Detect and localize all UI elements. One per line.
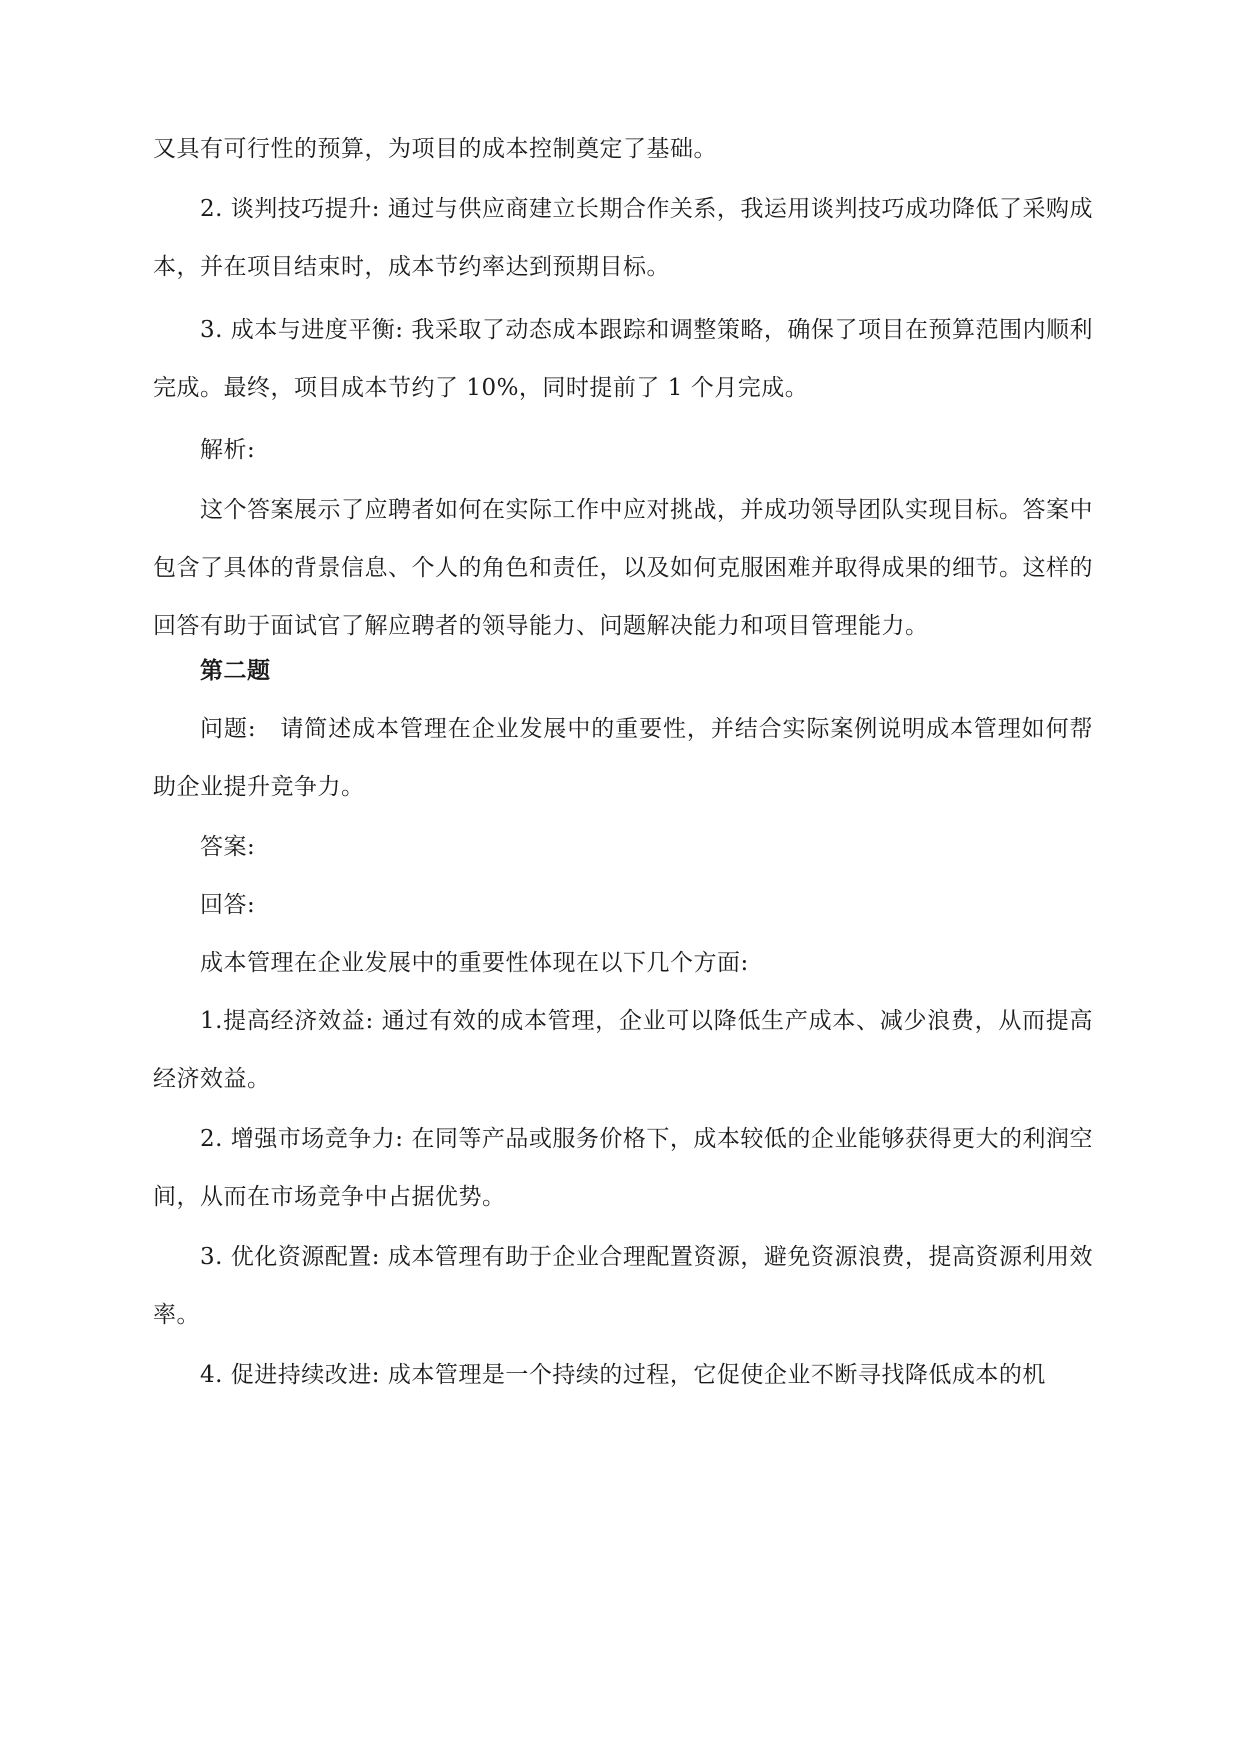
paragraph-continuation: 又具有可行性的预算，为项目的成本控制奠定了基础。	[153, 136, 717, 162]
paragraph-point-3: 3. 优化资源配置: 成本管理有助于企业合理配置资源，避免资源浪费，提高资源利用效率。	[153, 1244, 1093, 1328]
paragraph-negotiation-skills: 2. 谈判技巧提升: 通过与供应商建立长期合作关系，我运用谈判技巧成功降低了采购成本，并在项目结束时，成本节约率达到预期目标。	[153, 196, 1093, 280]
paragraph-question: 问题: 请简述成本管理在企业发展中的重要性，并结合实际案例说明成本管理如何帮助企业提升竞争力。	[153, 716, 1093, 800]
paragraph-cost-schedule-balance: 3. 成本与进度平衡: 我采取了动态成本跟踪和调整策略，确保了项目在预算范围内顺利完成。最终，项目成本节约了 10%，同时提前了 1 个月完成。	[153, 317, 1093, 401]
paragraph-analysis-label: 解析:	[200, 437, 256, 463]
paragraph-point-4: 4. 促进持续改进: 成本管理是一个持续的过程，它促使企业不断寻找降低成本的机	[200, 1362, 1046, 1388]
paragraph-point-2: 2. 增强市场竞争力: 在同等产品或服务价格下，成本较低的企业能够获得更大的利润空间，从而在市场竞争中占据优势。	[153, 1126, 1093, 1210]
paragraph-answer-label: 答案:	[200, 834, 256, 860]
paragraph-analysis-body: 这个答案展示了应聘者如何在实际工作中应对挑战，并成功领导团队实现目标。答案中包含了具体的背景信息、个人的角色和责任，以及如何克服困难并取得成果的细节。这样的回答有助于面试官了解应聘者的领导能力、问题解决能力和项目管理能力。	[153, 497, 1093, 639]
paragraph-importance-intro: 成本管理在企业发展中的重要性体现在以下几个方面:	[200, 950, 749, 976]
paragraph-reply-label: 回答:	[200, 892, 256, 918]
section-heading-question-two: 第二题	[200, 658, 271, 684]
paragraph-point-1: 1.提高经济效益: 通过有效的成本管理，企业可以降低生产成本、减少浪费，从而提高经济效益。	[153, 1008, 1093, 1092]
